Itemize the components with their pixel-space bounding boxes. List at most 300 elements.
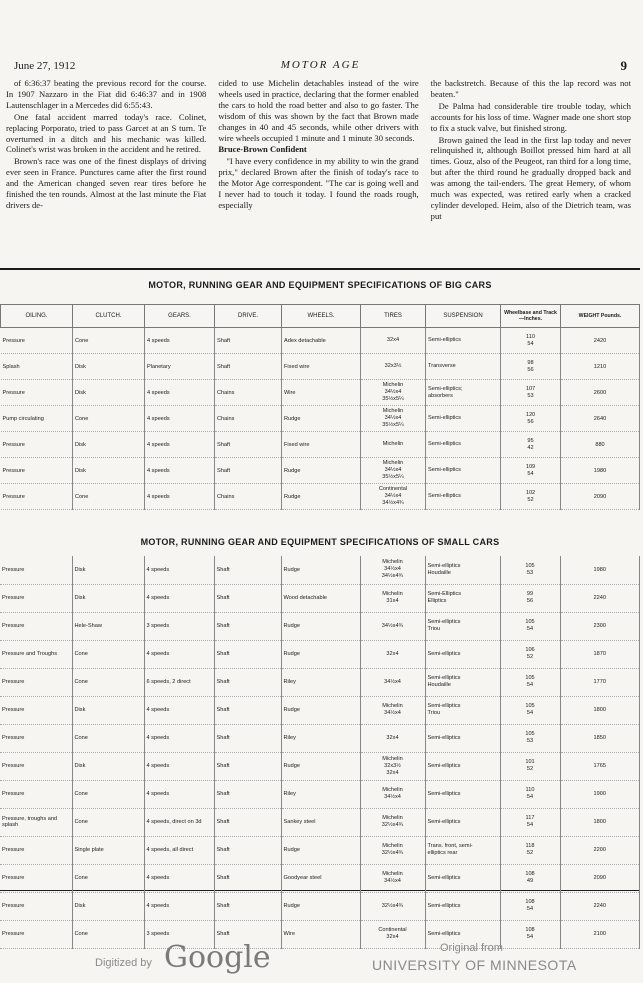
table-row	[0, 724, 640, 752]
tires-cell-line: 32x4	[386, 734, 399, 741]
suspension-cell-line: Elliptics	[427, 598, 447, 604]
tires-cell-line: Continental	[378, 486, 408, 492]
oiling-cell: Pressure	[1, 328, 73, 354]
wheelbase-track-cell-line: 108	[525, 927, 535, 933]
article-columns	[6, 78, 631, 266]
clutch-cell: Disk	[73, 354, 145, 380]
tires-cell-line: 34½x4	[384, 467, 402, 473]
wheelbase-track-cell-line: 105	[525, 731, 535, 737]
wheelbase-track-cell-line: 56	[526, 598, 534, 604]
wheelbase-track-cell	[501, 328, 561, 354]
wheels-cell: Rudge	[281, 612, 360, 640]
wheels-cell: Rudge	[281, 556, 360, 584]
wheelbase-track-cell	[500, 724, 560, 752]
issue-date: June 27, 1912	[14, 60, 76, 72]
drive-cell: Shaft	[215, 328, 282, 354]
clutch-cell: Cone	[72, 808, 144, 836]
wheelbase-track-cell	[501, 354, 561, 380]
tires-cell-line: 32x4	[386, 337, 400, 343]
wheelbase-track-cell-line: 110	[526, 333, 535, 340]
wheelbase-track-cell-line: 54	[526, 794, 534, 800]
gears-cell: 4 speeds, all direct	[144, 836, 214, 864]
wheels-cell: Rudge	[282, 406, 361, 432]
suspension-cell-line: Transverse	[428, 363, 456, 369]
wheelbase-track-cell-line: 105	[525, 675, 535, 681]
wheels-cell: Riley	[281, 668, 360, 696]
weight-cell: 1210	[561, 354, 640, 380]
column-header: SUSPENSION	[426, 305, 501, 328]
big-cars-body	[1, 328, 640, 510]
wheelbase-track-cell	[501, 484, 561, 510]
wheelbase-track-cell-line: 54	[527, 470, 534, 477]
wheelbase-track-cell-line: 95	[527, 437, 534, 444]
tires-cell-line: 32½x4¾	[381, 902, 404, 909]
wheelbase-track-cell	[501, 458, 561, 484]
suspension-cell	[425, 864, 500, 892]
tires-cell	[361, 406, 426, 432]
suspension-cell	[425, 612, 500, 640]
table-row	[0, 584, 640, 612]
suspension-cell-line: Semi-elliptics	[427, 902, 461, 909]
suspension-cell-line: Semi-elliptics	[428, 337, 461, 343]
column-header: CLUTCH.	[73, 305, 145, 328]
suspension-cell	[425, 808, 500, 836]
table-row	[0, 836, 640, 864]
table-row	[0, 556, 640, 584]
tires-cell	[361, 432, 426, 458]
wheelbase-track-cell-line: 99	[526, 591, 534, 597]
suspension-cell-line: Trans. front, semi-	[427, 843, 473, 849]
suspension-cell	[426, 380, 501, 406]
tires-cell	[361, 328, 426, 354]
weight-cell: 1980	[561, 458, 640, 484]
wheels-cell: Sankey steel	[281, 808, 360, 836]
tires-cell-line: 34½x4¾	[382, 500, 404, 506]
suspension-cell-line: Semi-elliptics	[427, 874, 461, 881]
wheelbase-track-cell	[500, 696, 560, 724]
tires-cell	[360, 864, 425, 892]
suspension-cell	[426, 458, 501, 484]
drive-cell: Shaft	[215, 354, 282, 380]
gears-cell: 4 speeds	[144, 780, 214, 808]
gears-cell: 4 speeds	[145, 406, 215, 432]
wheelbase-track-cell-line: 52	[526, 850, 534, 856]
wheelbase-track-cell	[501, 380, 561, 406]
suspension-cell-line: Semi-elliptics	[428, 415, 461, 421]
original-from-label: Original from	[440, 942, 503, 954]
gears-cell: 4 speeds	[145, 458, 215, 484]
clutch-cell: Disk	[73, 380, 145, 406]
drive-cell: Shaft	[214, 864, 281, 892]
tires-cell	[361, 458, 426, 484]
weight-cell: 2090	[561, 484, 640, 510]
suspension-cell	[425, 836, 500, 864]
wheelbase-track-cell-line: 52	[526, 766, 534, 772]
tires-cell	[360, 556, 425, 584]
oiling-cell: Pressure	[0, 892, 72, 920]
gears-cell: 4 speeds	[145, 380, 215, 406]
clutch-cell: Single plate	[72, 836, 144, 864]
drive-cell: Chains	[215, 484, 282, 510]
tires-cell	[360, 724, 425, 752]
clutch-cell: Cone	[72, 864, 144, 892]
oiling-cell: Pressure	[0, 724, 72, 752]
oiling-cell: Pressure	[0, 864, 72, 892]
paragraph: De Palma had considerable tire trouble today, which accounts for his loss of time. Wagner made one short stop to fix a stuck valve, but finished strong.	[430, 100, 631, 133]
wheelbase-track-cell-line: 56	[527, 366, 534, 373]
gears-cell: 3 speeds	[144, 920, 214, 948]
tires-cell	[361, 484, 426, 510]
tires-cell-line: Michelin	[382, 843, 403, 849]
clutch-cell: Cone	[73, 484, 145, 510]
tires-cell-line: 34½x4	[384, 566, 401, 573]
table-row	[1, 406, 640, 432]
specifications-tables	[0, 268, 640, 940]
wheelbase-track-cell	[500, 808, 560, 836]
wheelbase-track-cell-line: 53	[526, 738, 534, 744]
wheelbase-track-cell	[500, 892, 560, 920]
table-row	[1, 328, 640, 354]
clutch-cell: Disk	[72, 584, 144, 612]
wheelbase-track-cell-line: 49	[526, 878, 534, 884]
suspension-cell	[426, 354, 501, 380]
table-row	[0, 640, 640, 668]
wheelbase-track-cell-line: 54	[526, 822, 534, 828]
wheelbase-track-cell	[500, 612, 560, 640]
tires-cell-line: Michelin	[382, 382, 404, 388]
table-row	[0, 752, 640, 780]
oiling-cell: Pressure	[1, 458, 73, 484]
clutch-cell: Cone	[73, 406, 145, 432]
suspension-cell-line: Triou	[427, 626, 441, 632]
column-header: OILING.	[1, 305, 73, 328]
table-row	[0, 668, 640, 696]
wheelbase-track-cell-line: 108	[525, 899, 535, 905]
drive-cell: Shaft	[214, 780, 281, 808]
weight-cell: 2640	[561, 406, 640, 432]
drive-cell: Shaft	[215, 432, 282, 458]
oiling-cell: Pressure	[0, 836, 72, 864]
drive-cell: Chains	[215, 380, 282, 406]
gears-cell: 4 speeds	[145, 328, 215, 354]
paragraph: Brown's race was one of the finest displays of driving ever seen in France. Punctures came after the first round and the American changed seven rear tires before he finished the ten rounds. Almost at the last minute the Fiat drivers de-	[6, 156, 207, 210]
wheels-cell: Adex detachable	[282, 328, 361, 354]
paragraph: cided to use Michelin detachables instead of the wire wheels used in practice, declaring that the former enabled the cars to hold the road better and also to go faster. The wisdom of this was shown by the fact that Brown made changes in 40 and 45 seconds, while other drivers with wire wheels occupied 1 minute and 1 minute 30 seconds.	[218, 78, 419, 143]
wheelbase-track-cell-line: 106	[525, 647, 535, 653]
gears-cell: 4 speeds	[144, 584, 214, 612]
wheelbase-track-cell-line: 98	[527, 359, 534, 366]
gears-cell: 4 speeds	[145, 432, 215, 458]
table-row	[1, 380, 640, 406]
weight-cell: 2420	[561, 328, 640, 354]
oiling-cell: Pressure	[1, 432, 73, 458]
clutch-cell: Cone	[72, 780, 144, 808]
weight-cell: 2300	[560, 612, 640, 640]
clutch-cell: Cone	[73, 328, 145, 354]
tires-cell-line: Michelin	[382, 755, 403, 762]
weight-cell: 1770	[560, 668, 640, 696]
tires-cell-line: Continental	[378, 927, 407, 933]
column-header: DRIVE.	[215, 305, 282, 328]
wheels-cell: Rudge	[282, 458, 361, 484]
clutch-cell: Cone	[72, 640, 144, 668]
oiling-cell: Pressure and Troughs	[0, 640, 72, 668]
suspension-cell-line: Semi-elliptics	[427, 734, 461, 741]
digitization-footer	[0, 930, 643, 980]
gears-cell: 6 speeds, 2 direct	[144, 668, 214, 696]
big-cars-title: MOTOR, RUNNING GEAR AND EQUIPMENT SPECIFICATIONS OF BIG CARS	[148, 280, 492, 290]
tires-cell	[360, 668, 425, 696]
small-cars-table	[0, 556, 640, 949]
wheels-cell: Wood detachable	[281, 584, 360, 612]
wheelbase-track-cell-line: 42	[527, 444, 534, 451]
table-row	[0, 892, 640, 920]
drive-cell: Shaft	[214, 668, 281, 696]
drive-cell: Shaft	[214, 836, 281, 864]
tires-cell	[360, 696, 425, 724]
column-header: WEIGHT Pounds.	[561, 305, 640, 328]
tires-cell-line: 34½x4	[384, 415, 402, 421]
drive-cell: Shaft	[214, 892, 281, 920]
weight-cell: 1900	[560, 780, 640, 808]
suspension-cell	[425, 696, 500, 724]
weight-cell: 1765	[560, 752, 640, 780]
tires-cell	[360, 640, 425, 668]
wheelbase-track-cell	[501, 432, 561, 458]
suspension-cell-line: Semi-elliptics	[427, 762, 461, 769]
wheelbase-track-cell-line: 53	[526, 569, 534, 576]
suspension-cell-line: Semi-elliptics	[427, 562, 461, 569]
wheelbase-track-cell-line: 56	[527, 418, 534, 425]
weight-cell: 1850	[560, 724, 640, 752]
wheels-cell: Rudge	[281, 752, 360, 780]
tires-cell-line: Michelin	[382, 787, 403, 793]
weight-cell: 1800	[560, 696, 640, 724]
wheels-cell: Rudge	[281, 892, 360, 920]
gears-cell: 4 speeds	[144, 724, 214, 752]
page-header	[14, 58, 627, 76]
oiling-cell: Pressure	[1, 484, 73, 510]
gears-cell: 3 speeds	[144, 612, 214, 640]
clutch-cell: Disk	[73, 458, 145, 484]
wheels-cell: Fixed wire	[282, 354, 361, 380]
drive-cell: Shaft	[214, 556, 281, 584]
tires-cell-line: Michelin	[382, 441, 404, 447]
suspension-cell-line: Houdaille	[427, 682, 451, 688]
wheels-cell: Riley	[281, 780, 360, 808]
suspension-cell	[425, 556, 500, 584]
wheels-cell: Wire	[282, 380, 361, 406]
tires-cell-line: 34½x4¾	[381, 622, 404, 629]
column-header: GEARS.	[145, 305, 215, 328]
wheels-cell: Rudge	[281, 836, 360, 864]
suspension-cell	[425, 668, 500, 696]
wheelbase-track-cell-line: 54	[526, 934, 534, 940]
wheelbase-track-cell-line: 105	[525, 619, 535, 625]
tires-cell-line: 34½x4	[384, 710, 401, 716]
oiling-cell: Splash	[1, 354, 73, 380]
clutch-cell: Cone	[72, 668, 144, 696]
weight-cell: 2600	[561, 380, 640, 406]
tires-cell	[360, 752, 425, 780]
suspension-cell-line: Semi-elliptics;	[428, 385, 463, 392]
wheelbase-track-cell-line: 54	[526, 682, 534, 688]
paragraph: One fatal accident marred today's race. Colinet, replacing Porporato, tried to pass Garcet at an S turn. Te overturned in a ditch and his mechanic was killed. Colinet's wrist was broken in the accident and he retired.	[6, 111, 207, 155]
wheelbase-track-cell-line: 109	[525, 463, 536, 470]
wheelbase-track-cell	[500, 780, 560, 808]
drive-cell: Chains	[215, 406, 282, 432]
suspension-cell	[425, 892, 500, 920]
oiling-cell: Pressure	[0, 584, 72, 612]
table-row	[0, 808, 640, 836]
subheading: Bruce-Brown Confident	[218, 144, 307, 155]
tires-cell-line: 34½x4	[384, 794, 401, 800]
paragraph: "I have every confidence in my ability to win the grand prix," declared Brown after the finish of today's race to the Motor Age correspondent. "The car is going well and I never had to touch it today. I found the roads rough, especially	[218, 156, 419, 210]
wheelbase-track-cell-line: 54	[526, 626, 534, 632]
page-number: 9	[620, 58, 627, 73]
oiling-cell: Pressure	[0, 696, 72, 724]
tires-cell	[360, 808, 425, 836]
weight-cell: 2240	[560, 892, 640, 920]
wheelbase-track-cell-line: 107	[525, 385, 536, 392]
tires-cell-line: 34½x4	[384, 678, 401, 685]
drive-cell: Shaft	[214, 808, 281, 836]
paragraph: the backstretch. Because of this the lap record was not beaten."	[430, 78, 631, 99]
wheels-cell: Goodyear steel	[281, 864, 360, 892]
tires-cell	[360, 836, 425, 864]
gears-cell: 4 speeds	[144, 640, 214, 668]
suspension-cell-line: Triou	[427, 710, 441, 716]
wheelbase-track-cell-line: 52	[527, 496, 534, 503]
drive-cell: Shaft	[214, 752, 281, 780]
wheelbase-track-cell-line: 101	[525, 759, 535, 765]
suspension-cell-line: Semi-elliptics	[427, 930, 461, 937]
wheelbase-track-cell-line: 110	[525, 787, 535, 793]
tires-cell	[360, 780, 425, 808]
wheels-cell: Rudge	[281, 640, 360, 668]
article-column-1	[6, 78, 206, 266]
suspension-cell-line: Semi-elliptics	[427, 703, 461, 709]
weight-cell: 880	[561, 432, 640, 458]
suspension-cell-line: Semi-elliptics	[427, 650, 461, 657]
wheels-cell: Rudge	[281, 696, 360, 724]
tires-cell-line: 32x3½	[384, 363, 402, 369]
tires-cell	[361, 354, 426, 380]
tires-cell	[360, 892, 425, 920]
wheelbase-track-cell-line: 53	[527, 392, 534, 399]
table-row	[0, 696, 640, 724]
wheelbase-track-cell	[500, 556, 560, 584]
tires-cell-line: 31x4	[386, 598, 399, 604]
drive-cell: Shaft	[214, 696, 281, 724]
suspension-cell-line: Semi-elliptics	[427, 818, 461, 825]
tires-cell-line: 32x4	[386, 769, 399, 776]
gears-cell: 4 speeds	[144, 752, 214, 780]
wheels-cell: Riley	[281, 724, 360, 752]
paragraph: of 6:36:37 beating the previous record for the course. In 1907 Nazzaro in the Fiat did 6:46:37 and in 1908 Lautenschlager in a Mercedes did 6:55:43.	[6, 78, 207, 110]
tires-cell	[360, 612, 425, 640]
oiling-cell: Pressure	[0, 780, 72, 808]
paragraph: Brown gained the lead in the first lap today and never relinquished it, although Boillot pressed him hard at all times. Gouz, also of the Peugeot, ran third for a long time, but after the third round he gradually dropped back and was among the tail-enders. The great Hemery, of whom much was expected, was retired early when a cracked cylinder developed. Heim, also of the Dietrich team, was put	[430, 134, 631, 221]
suspension-cell	[425, 752, 500, 780]
drive-cell: Shaft	[214, 920, 281, 948]
gears-cell: 4 speeds	[144, 892, 214, 920]
wheelbase-track-cell	[500, 640, 560, 668]
google-logo: Google	[164, 940, 271, 975]
wheelbase-track-cell-line: 105	[525, 703, 535, 709]
wheels-cell: Fixed wire	[282, 432, 361, 458]
wheelbase-track-cell-line: 108	[525, 871, 535, 877]
wheelbase-track-cell-line: 118	[525, 843, 535, 849]
suspension-cell	[426, 328, 501, 354]
suspension-cell	[426, 432, 501, 458]
wheelbase-track-cell	[501, 406, 561, 432]
drive-cell: Shaft	[214, 640, 281, 668]
wheels-cell: Wire	[281, 920, 360, 948]
tires-cell-line: Michelin	[382, 460, 404, 466]
suspension-cell-line: Semi-elliptics	[428, 493, 461, 499]
tires-cell-line: Michelin	[382, 559, 403, 566]
wheelbase-track-cell-line: 54	[526, 710, 534, 716]
weight-cell: 2240	[560, 584, 640, 612]
weight-cell: 1980	[560, 556, 640, 584]
gears-cell: 4 speeds	[144, 556, 214, 584]
table-row	[1, 354, 640, 380]
weight-cell: 2100	[560, 920, 640, 948]
clutch-cell: Disk	[72, 892, 144, 920]
table-header-row	[1, 305, 640, 328]
suspension-cell	[425, 724, 500, 752]
oiling-cell: Pressure	[0, 556, 72, 584]
tires-cell-line: Michelin	[382, 703, 403, 709]
small-cars-title: MOTOR, RUNNING GEAR AND EQUIPMENT SPECIFICATIONS OF SMALL CARS	[140, 537, 500, 547]
tires-cell-line: Michelin	[382, 408, 404, 414]
oiling-cell: Pressure	[0, 752, 72, 780]
column-header: WHEELS.	[282, 305, 361, 328]
suspension-cell-line: Semi-elliptics	[427, 790, 461, 797]
wheelbase-track-cell	[500, 668, 560, 696]
tires-cell-line: Michelin	[382, 591, 403, 597]
table-row	[0, 780, 640, 808]
tires-cell-line: 32x4	[386, 934, 399, 940]
wheelbase-track-cell-line: 54	[526, 906, 534, 912]
tires-cell-line: 34½x4	[384, 389, 402, 395]
gears-cell: 4 speeds	[144, 864, 214, 892]
gears-cell: 4 speeds	[144, 696, 214, 724]
wheelbase-track-cell	[500, 752, 560, 780]
clutch-cell: Disk	[73, 432, 145, 458]
clutch-cell: Disk	[72, 696, 144, 724]
big-cars-table	[0, 304, 640, 510]
wheelbase-track-cell	[500, 864, 560, 892]
suspension-cell	[425, 584, 500, 612]
small-cars-body	[0, 556, 640, 948]
weight-cell: 2200	[560, 836, 640, 864]
tires-cell	[360, 584, 425, 612]
wheelbase-track-cell-line: 52	[526, 654, 534, 660]
wheelbase-track-cell-line: 54	[527, 340, 534, 347]
tires-cell-line: 34½x4	[384, 493, 402, 499]
wheelbase-track-cell	[500, 836, 560, 864]
suspension-cell-line: elliptics rear	[427, 850, 458, 856]
wheelbase-track-cell	[500, 584, 560, 612]
table-row	[1, 458, 640, 484]
article-column-2	[218, 78, 418, 266]
wheelbase-track-cell-line: 120	[525, 411, 536, 418]
drive-cell: Shaft	[215, 458, 282, 484]
suspension-cell-line: Semi-Elliptics	[427, 591, 462, 597]
weight-cell: 1870	[560, 640, 640, 668]
